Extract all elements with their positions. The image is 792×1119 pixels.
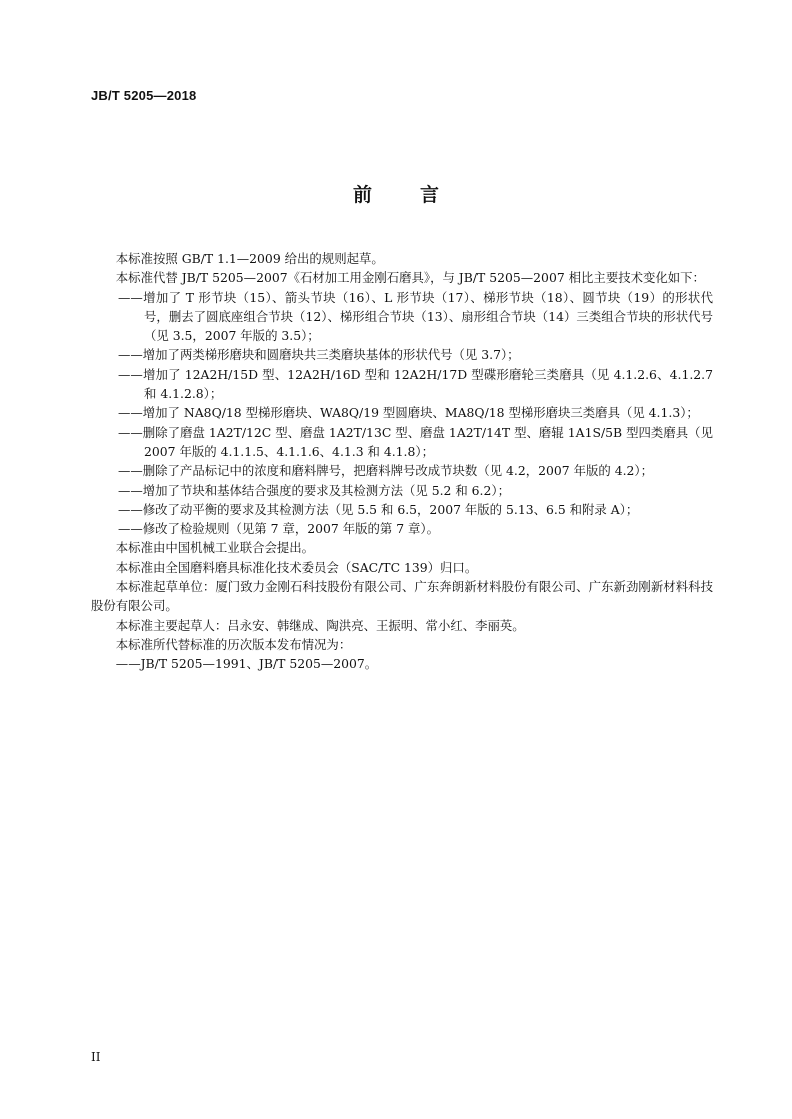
paragraph-drafters: 本标准主要起草人：吕永安、韩继成、陶洪亮、王振明、常小红、李丽英。 [115, 617, 525, 633]
paragraph-drafting-units: 本标准起草单位：厦门致力金刚石科技股份有限公司、广东奔朗新材料股份有限公司、广东新劲刚新材料科技股份有限公司。 [91, 579, 713, 614]
change-item: ——增加了 12A2H/15D 型、12A2H/16D 型和 12A2H/17D 型碟形磨轮三类磨具（见 4.1.2.6、4.1.2.7 和 4.1.2.8）； [118, 366, 713, 402]
page-number: II [91, 1050, 101, 1064]
change-item: ——增加了两类梯形磨块和圆磨块共三类磨块基体的形状代号（见 3.7）； [118, 347, 520, 363]
change-item: ——删除了磨盘 1A2T/12C 型、磨盘 1A2T/13C 型、磨盘 1A2T/14T 型、磨辊 1A1S/5B 型四类磨具（见 2007 年版的 4.1.1.5、4.1.1.6、4.1.3 和 4.1.8）； [118, 424, 713, 459]
paragraph-proposer: 本标准由中国机械工业联合会提出。 [115, 540, 315, 556]
change-item: ——增加了 NA8Q/18 型梯形磨块、WA8Q/19 型圆磨块、MA8Q/18 型梯形磨块三类磨具（见 4.1.3）； [118, 405, 699, 421]
paragraph-history-intro: 本标准所代替标准的历次版本发布情况为： [115, 636, 352, 652]
change-item: ——修改了检验规则（见第 7 章，2007 年版的第 7 章）。 [118, 521, 439, 537]
title-char-2: 言 [420, 184, 440, 206]
page-title [0, 180, 792, 207]
document-code: JB/T 5205—2018 [91, 88, 197, 103]
foreword-body [91, 249, 713, 674]
paragraph-history-list: ——JB/T 5205—1991、JB/T 5205—2007。 [115, 656, 378, 672]
title-char-1: 前 [352, 184, 372, 206]
change-item: ——修改了动平衡的要求及其检测方法（见 5.5 和 6.5，2007 年版的 5.13、6.5 和附录 A）； [118, 501, 639, 517]
change-item: ——删除了产品标记中的浓度和磨料牌号，把磨料牌号改成节块数（见 4.2，2007 年版的 4.2）； [118, 463, 654, 479]
paragraph-drafting-rule: 本标准按照 GB/T 1.1—2009 给出的规则起草。 [115, 251, 384, 266]
change-item: ——增加了 T 形节块（15）、箭头节块（16）、L 形节块（17）、梯形节块（18）、圆节块（19）的形状代号，删去了圆底座组合节块（12）、梯形组合节块（13）、扇形组合节块（14）三类组合节块的形状代号（见 3.5，2007 年版的 3.5）； [118, 289, 713, 344]
paragraph-committee: 本标准由全国磨料磨具标准化技术委员会（SAC/TC 139）归口。 [115, 559, 478, 575]
change-item: ——增加了节块和基体结合强度的要求及其检测方法（见 5.2 和 6.2）； [118, 482, 510, 498]
paragraph-replacement: 本标准代替 JB/T 5205—2007《石材加工用金刚石磨具》，与 JB/T 5205—2007 相比主要技术变化如下： [115, 270, 705, 286]
